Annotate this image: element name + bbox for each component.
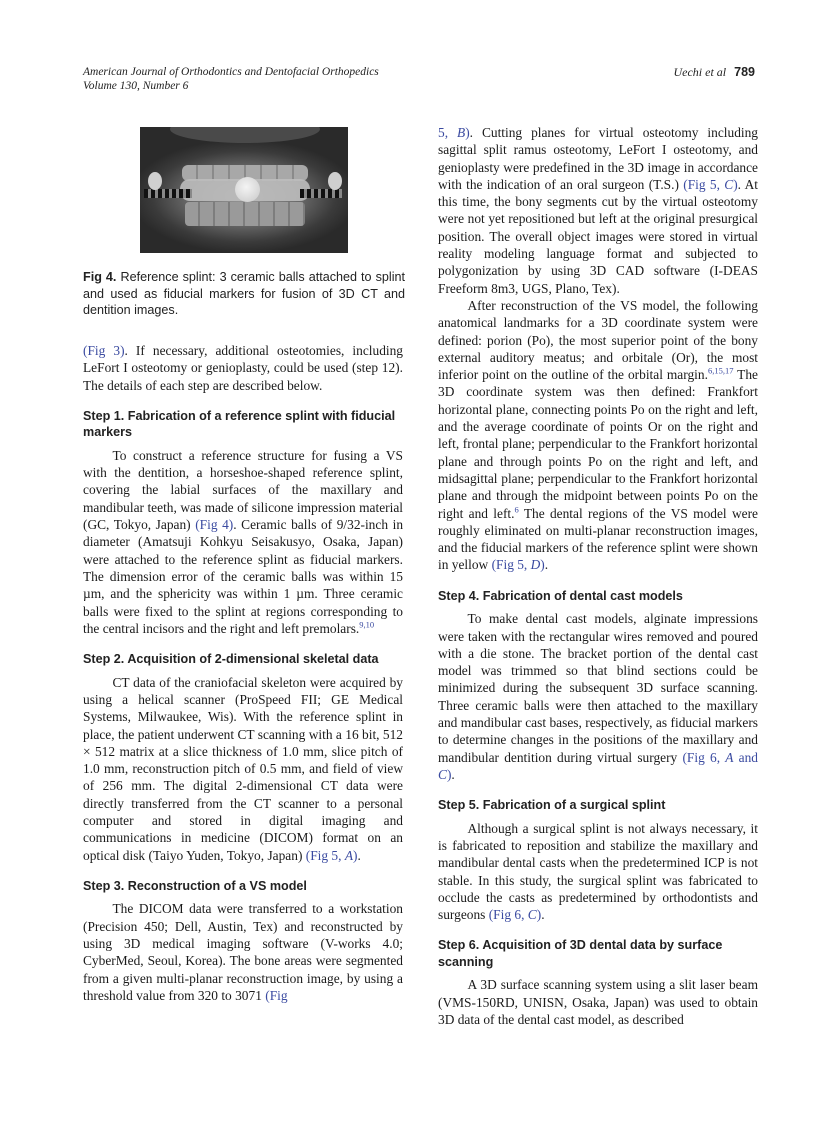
step5-paragraph: Although a surgical splint is not always necessary, it is fabricated to reposition and stabilize the maxillary and mandibular dental casts when the predetermined ICP is not stable. In this study, the surgical splint was fabricated to occlude the casts as predetermined by orthodontists and surgeons (Fig 6, C).: [438, 820, 758, 923]
citation-superscript[interactable]: 6: [514, 504, 519, 515]
figure-reference-link[interactable]: (Fig 5, D): [491, 557, 545, 573]
brackets-right: [300, 189, 342, 198]
step1-paragraph: To construct a reference structure for fusing a VS with the dentition, a horseshoe-shaped reference splint, covering the labial surfaces of the maxillary and mandibular teeth, was made of silicone impression material (GC, Tokyo, Japan) (Fig 4). Ceramic balls of 9/32-inch in diameter (Amatsuji Kohkyu Seisakusyo, Osaka, Japan) were attached to the reference splint as fiducial markers. The dimension error of the ceramic balls was within 15 µm, and the sphericity was within 1 µm. Three ceramic balls were fixed to the splint at regions corresponding to the central incisors and the right and left premolars.$^{9,10}$: [83, 447, 404, 636]
section-heading-step6: Step 6. Acquisition of 3D dental data by surface scanning: [438, 938, 723, 969]
page-number: 789: [734, 65, 755, 79]
figure-reference-link[interactable]: (Fig 6, C): [488, 907, 542, 923]
caption-text: Reference splint: 3 ceramic balls attached to splint and used as fiducial markers for fusion of 3D CT and dentition images.: [83, 270, 406, 317]
ceramic-ball-right: [328, 172, 342, 190]
figure-reference-link[interactable]: (Fig: [265, 987, 288, 1003]
running-header-right: [673, 65, 755, 79]
step3-paragraph: The DICOM data were transferred to a workstation (Precision 450; Dell, Austin, Tex) and reconstructed by using 3D medical imaging software (V-works 4.0; CyberMed, Seoul, Korea). The bone areas were segmented from a given multi-planar reconstruction image, by using a threshold value from 320 to 3071 (Fig: [83, 901, 403, 1003]
figure-reference-link[interactable]: (Fig 4): [195, 517, 234, 533]
continued-paragraph: 5, B). Cutting planes for virtual osteotomy including sagittal split ramus osteotomy, LeFort I osteotomy, and genioplasty were predefined in the 3D image in accordance with the indication of an oral surgeon (T.S.) (Fig 5, C). At this time, the bony segments cut by the virtual osteotomy were not yet repositioned but left at the original presurgical position. The overall object images were stored in virtual reality modeling language format and subjected to polygonization by using 3D CAD software (I-DEAS Freeform 8m3, UGS, Plano, Tex).: [438, 125, 759, 296]
step2-paragraph: CT data of the craniofacial skeleton were acquired by using a helical scanner (ProSpeed FII; GE Medical Systems, Milwaukee, Wis). With the reference splint in place, the patient underwent CT scanning with a 16 bit, 512 × 512 matrix at a slice thickness of 1.0 mm, slice pitch of 1.0 mm, reconstruction pitch of 0.5 mm, and field of view of 256 mm. The digital 2-dimensional CT data were directly transferred from the CT scanner to a personal computer and stored in digital imaging and communications in medicine (DICOM) format on an optical disk (Taiyo Yuden, Tokyo, Japan) (Fig 5, A).: [83, 674, 403, 863]
brackets-left: [144, 189, 192, 198]
ceramic-ball-center: [235, 177, 260, 202]
step4-paragraph: To make dental cast models, alginate impressions were taken with the rectangular wires removed and poured with a die stone. The bracket portion of the dental cast model was trimmed so that blind sections could be minimized during the subsequent 3D surface scanning. Three ceramic balls were then attached to the maxillary and mandibular cast bases, respectively, as fiducial markers to determine changes in the positions of the maxillary and mandibular dentition during virtual surgery (Fig 6, A and C).: [438, 611, 758, 782]
author-running-head: Uechi et al: [673, 65, 727, 79]
right-column: [438, 124, 758, 1028]
ceramic-ball-left: [148, 172, 162, 190]
landmarks-paragraph: After reconstruction of the VS model, the following anatomical landmarks for a 3D coordinate system were defined: porion (Po), the most superior point of the bony external auditory meatus; and orbitale (Or), the most inferior point on the outline of the orbital margin.$^{6,15,17}$ The 3D coordinate system was then defined: Frankfort horizontal plane, connecting points Po on the right and left, and the average coordinate of points Or on the right and left, frontal plane; perpendicular to the Frankfort horizontal plane and through points Po on the right and left, and midsagittal plane; perpendicular to the Frankfort horizontal plane and through the midpoint between points Po on the right and left.$^6$ The dental regions of the VS model were roughly eliminated on multi-planar reconstruction images, and the fiducial markers of the reference splint were shown in yellow (Fig 5, D).: [438, 297, 758, 573]
running-header-left: [83, 65, 379, 93]
citation-superscript[interactable]: 6,15,17: [707, 365, 734, 376]
figure-4-photo: [140, 127, 348, 253]
figure-reference-link[interactable]: (Fig 5, C): [683, 176, 738, 192]
step6-paragraph: A 3D surface scanning system using a slit laser beam (VMS-150RD, UNISN, Osaka, Japan) was used to obtain 3D data of the dental cast model, as described: [438, 977, 758, 1028]
figure-reference-link[interactable]: (Fig 3): [83, 343, 125, 358]
figure-4-caption: [83, 269, 405, 319]
figure-reference-link[interactable]: (Fig 6, A and C): [438, 749, 758, 782]
volume-issue: Volume 130, Number 6: [83, 80, 189, 92]
figure-label: Fig 4.: [83, 270, 117, 284]
intro-paragraph: (Fig 3). If necessary, additional osteotomies, including LeFort I osteotomy or genioplasty, could be used (step 12). The details of each step are described below.: [83, 343, 403, 393]
left-column: [83, 342, 403, 1004]
lower-teeth-shape: [185, 202, 305, 226]
section-heading-step2: Step 2. Acquisition of 2-dimensional skeletal data: [83, 652, 379, 667]
figure-reference-link[interactable]: 5, B): [438, 125, 470, 140]
section-heading-step4: Step 4. Fabrication of dental cast models: [438, 588, 683, 603]
citation-superscript[interactable]: 9,10: [359, 619, 375, 630]
section-heading-step1: Step 1. Fabrication of a reference splint with fiducial markers: [83, 408, 396, 440]
upper-lip-shape: [170, 127, 320, 143]
figure-reference-link[interactable]: (Fig 5, A): [305, 847, 358, 863]
section-heading-step3: Step 3. Reconstruction of a VS model: [83, 878, 307, 893]
section-heading-step5: Step 5. Fabrication of a surgical splint: [438, 798, 666, 813]
journal-title: American Journal of Orthodontics and Dentofacial Orthopedics: [83, 66, 379, 78]
